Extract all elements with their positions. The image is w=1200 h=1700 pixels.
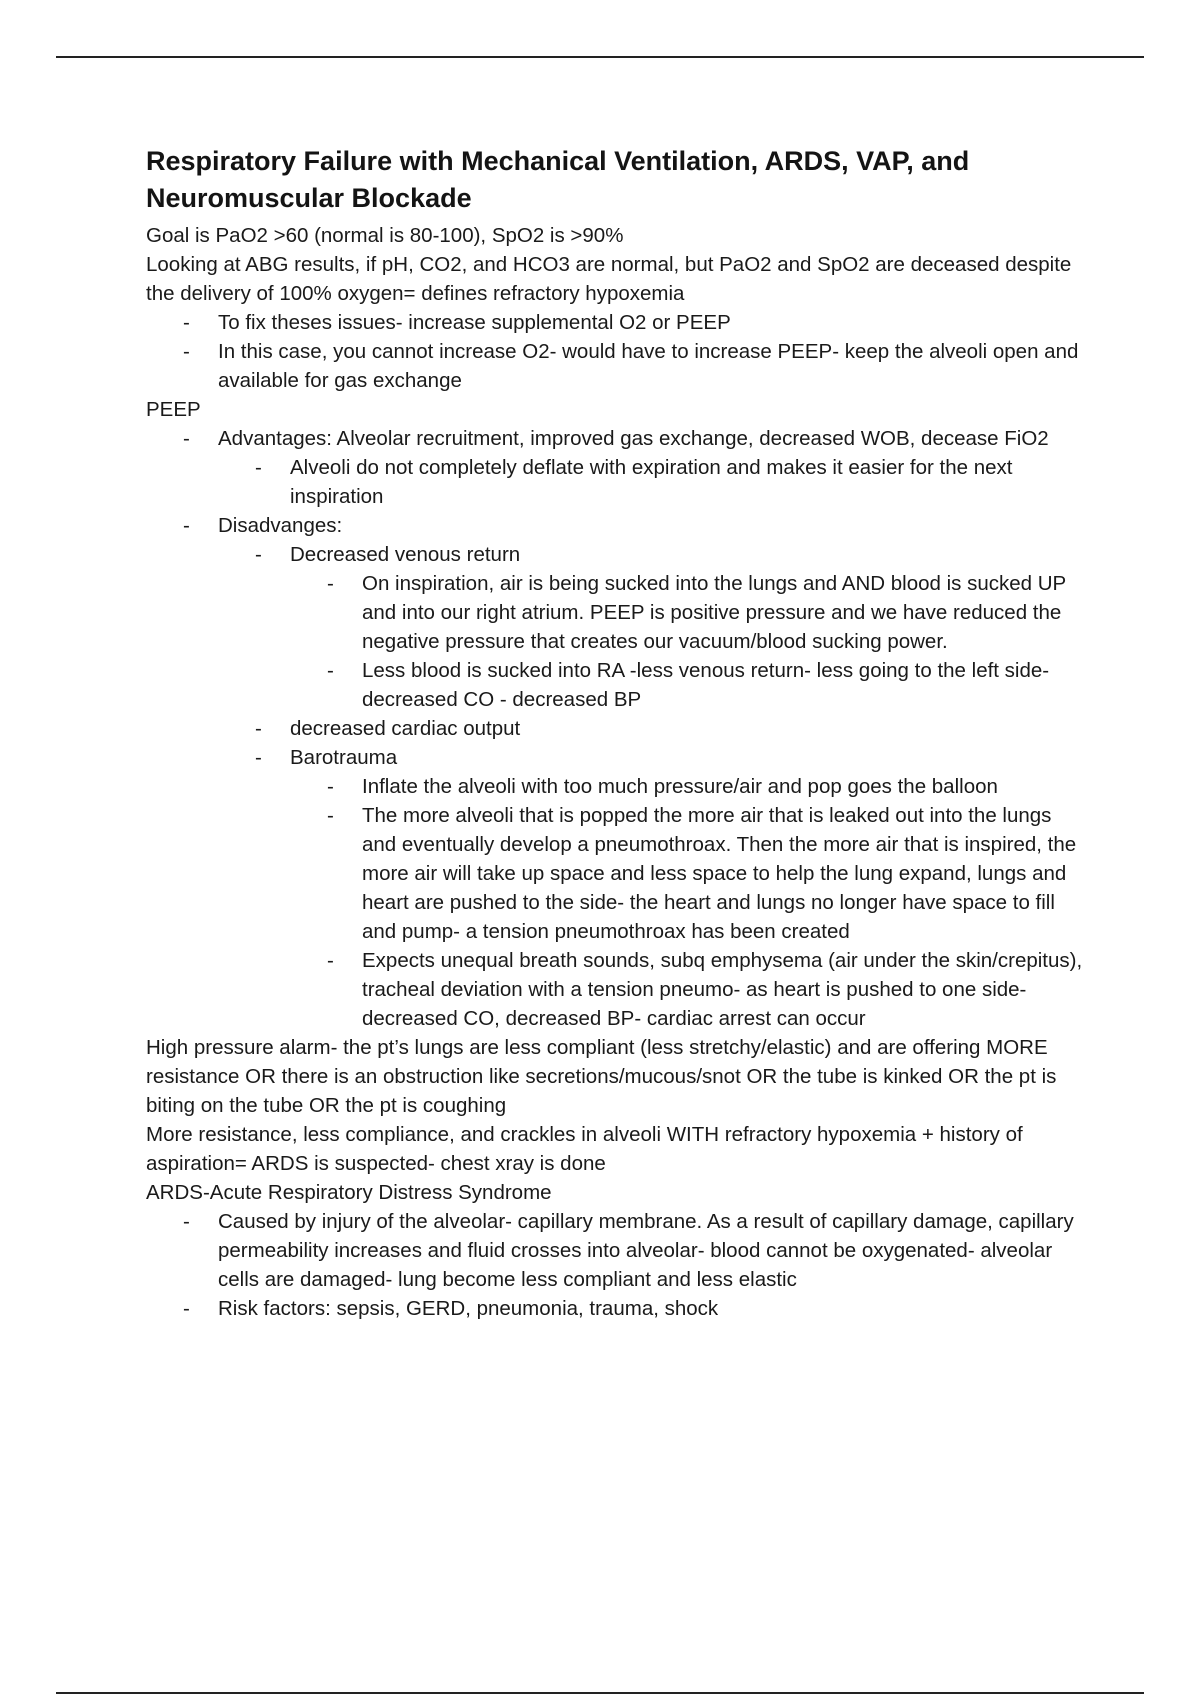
list-item-text: Alveoli do not completely deflate with expiration and makes it easier for the next inspiration bbox=[290, 456, 1013, 508]
dash-marker: - bbox=[255, 543, 262, 566]
document-title: Respiratory Failure with Mechanical Ventilation, ARDS, VAP, and Neuromuscular Blockade bbox=[146, 146, 970, 213]
list-item-text: Expects unequal breath sounds, subq emphysema (air under the skin/crepitus), tracheal deviation with a tension pneumo- as heart is pushed to one side- decreased CO, decreased BP- cardiac arrest can occur bbox=[362, 949, 1083, 1030]
list-item bbox=[146, 511, 1088, 540]
dash-marker: - bbox=[327, 659, 334, 682]
list-item-text: The more alveoli that is popped the more air that is leaked out into the lungs and eventually develop a pneumothroax. Then the more air that is inspired, the more air will take up space and less space to help the lung expand, lungs and heart are pushed to the side- the heart and lungs no longer have space to fill and pump- a tension pneumothroax has been created bbox=[362, 804, 1077, 943]
bullet-list bbox=[146, 308, 1088, 395]
list-item bbox=[146, 453, 1088, 511]
list-item bbox=[146, 1294, 1088, 1323]
list-item bbox=[146, 656, 1088, 714]
list-item bbox=[146, 308, 1088, 337]
list-item-text: On inspiration, air is being sucked into the lungs and AND blood is sucked UP and into our right atrium. PEEP is positive pressure and we have reduced the negative pressure that creates our vacuum/blood sucking power. bbox=[362, 572, 1066, 653]
paragraph: High pressure alarm- the pt’s lungs are less compliant (less stretchy/elastic) and are offering MORE resistance OR there is an obstruction like secretions/mucous/snot OR the tube is kinked OR the pt is biting on the tube OR the pt is coughing bbox=[146, 1036, 1057, 1117]
list-item-text: In this case, you cannot increase O2- would have to increase PEEP- keep the alveoli open and available for gas exchange bbox=[218, 340, 1079, 392]
bullet-list bbox=[146, 424, 1088, 1033]
list-item bbox=[146, 743, 1088, 772]
list-item-text: Barotrauma bbox=[290, 746, 398, 769]
dash-marker: - bbox=[327, 804, 334, 827]
paragraph: Looking at ABG results, if pH, CO2, and HCO3 are normal, but PaO2 and SpO2 are deceased despite the delivery of 100% oxygen= defines refractory hypoxemia bbox=[146, 253, 1072, 305]
paragraph: More resistance, less compliance, and crackles in alveoli WITH refractory hypoxemia + history of aspiration= ARDS is suspected- chest xray is done bbox=[146, 1123, 1023, 1175]
top-divider bbox=[56, 56, 1144, 58]
section-heading-ards: ARDS-Acute Respiratory Distress Syndrome bbox=[146, 1181, 552, 1204]
dash-marker: - bbox=[327, 572, 334, 595]
list-item bbox=[146, 540, 1088, 569]
dash-marker: - bbox=[255, 717, 262, 740]
list-item-text: Disadvanges: bbox=[218, 514, 343, 537]
dash-marker: - bbox=[327, 949, 334, 972]
dash-marker: - bbox=[255, 456, 262, 479]
dash-marker: - bbox=[255, 746, 262, 769]
list-item-text: Less blood is sucked into RA -less venous return- less going to the left side- decreased CO - decreased BP bbox=[362, 659, 1050, 711]
bullet-list bbox=[146, 1207, 1088, 1323]
dash-marker: - bbox=[183, 427, 190, 450]
dash-marker: - bbox=[183, 514, 190, 537]
list-item bbox=[146, 1207, 1088, 1294]
paragraph: Goal is PaO2 >60 (normal is 80-100), SpO2 is >90% bbox=[146, 224, 624, 247]
dash-marker: - bbox=[183, 1297, 190, 1320]
list-item bbox=[146, 337, 1088, 395]
dash-marker: - bbox=[183, 311, 190, 334]
list-item bbox=[146, 772, 1088, 801]
dash-marker: - bbox=[183, 1210, 190, 1233]
list-item-text: Risk factors: sepsis, GERD, pneumonia, trauma, shock bbox=[218, 1297, 719, 1320]
list-item bbox=[146, 569, 1088, 656]
list-item-text: Decreased venous return bbox=[290, 543, 521, 566]
list-item-text: Inflate the alveoli with too much pressure/air and pop goes the balloon bbox=[362, 775, 998, 798]
list-item bbox=[146, 801, 1088, 946]
section-heading-peep: PEEP bbox=[146, 398, 201, 421]
list-item-text: Advantages: Alveolar recruitment, improved gas exchange, decreased WOB, decease FiO2 bbox=[218, 427, 1049, 450]
list-item bbox=[146, 424, 1088, 453]
dash-marker: - bbox=[327, 775, 334, 798]
list-item bbox=[146, 714, 1088, 743]
bottom-divider bbox=[56, 1692, 1144, 1694]
list-item-text: Caused by injury of the alveolar- capillary membrane. As a result of capillary damage, capillary permeability increases and fluid crosses into alveolar- blood cannot be oxygenated- alveolar cells are damaged- lung become less compliant and less elastic bbox=[218, 1210, 1074, 1291]
list-item-text: To fix theses issues- increase supplemental O2 or PEEP bbox=[218, 311, 731, 334]
list-item bbox=[146, 946, 1088, 1033]
document-body bbox=[146, 143, 1088, 1323]
dash-marker: - bbox=[183, 340, 190, 363]
list-item-text: decreased cardiac output bbox=[290, 717, 521, 740]
